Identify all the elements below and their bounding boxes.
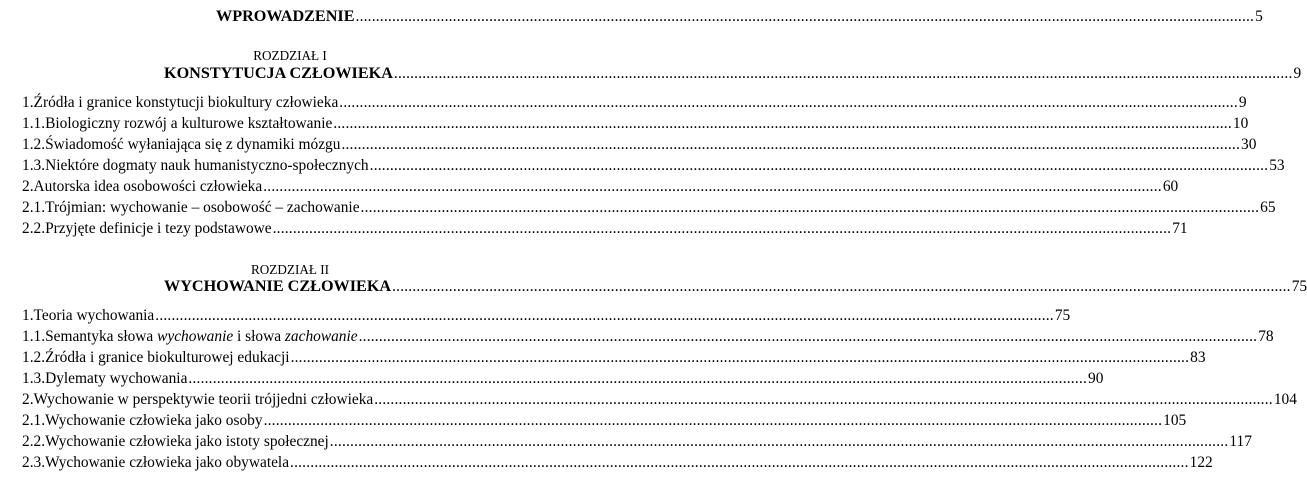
chapter-1-page: 9 [1293,65,1302,82]
toc-entry [22,453,1213,473]
entry-title: Źródła i granice biokulturowej edukacji [45,349,290,366]
entry-title-part: i słowa [233,328,285,345]
dot-leader: .............................................................................................................................................................................................................................. [358,328,1258,345]
entry-title: Autorska idea osobowości człowieka [33,178,263,195]
entry-page: 104 [1273,391,1297,408]
toc-entry [22,327,1274,347]
entry-number: 1. [22,307,34,324]
toc-entry [22,114,1249,134]
toc-intro [216,6,1263,27]
toc-entry [22,135,1257,155]
chapter-2-label: ROZDZIAŁ II [250,262,329,277]
chapter-1-title: KONSTYTUCJA CZŁOWIEKA [164,64,393,82]
dot-leader: .............................................................................................................................................................................................................................. [374,391,1273,408]
entry-title: Wychowanie człowieka jako obywatela [45,454,290,471]
intro-title: WPROWADZENIE [216,7,355,25]
dot-leader: .............................................................................................................................................................................................................................. [290,454,1189,471]
entry-title: Wychowanie w perspektywie teorii trójjedni człowieka [33,391,374,408]
entry-title: Przyjęte definicje i tezy podstawowe [45,220,272,237]
entry-page: 75 [1054,307,1071,324]
entry-title: Trójmian: wychowanie – osobowość – zachowanie [45,199,360,216]
entry-page: 90 [1088,370,1104,387]
entry-number: 2.2. [22,220,46,237]
entry-title: Wychowanie człowieka jako osoby [45,412,263,429]
entry-title-italic: zachowanie [284,328,358,345]
entry-number: 1.2. [22,136,46,153]
dot-leader: .............................................................................................................................................................................................................................. [392,278,1291,295]
chapter-2-heading [164,276,1307,297]
entry-number: 2.1. [22,199,46,216]
entry-page: 53 [1269,157,1285,174]
entry-title-italic: wychowanie [157,328,234,345]
entry-number: 1.3. [22,157,46,174]
entry-page: 83 [1190,349,1206,366]
dot-leader: .............................................................................................................................................................................................................................. [360,199,1260,216]
entry-title: Dylematy wychowania [45,370,188,387]
entry-page: 78 [1258,328,1274,345]
entry-title: Niektóre dogmaty nauk humanistyczno-społecznych [45,157,369,174]
entry-number: 2.2. [22,433,46,450]
chapter-2-page: 75 [1291,278,1307,295]
toc-entry [22,93,1247,113]
entry-page: 105 [1163,412,1187,429]
dot-leader: .............................................................................................................................................................................................................................. [329,433,1229,450]
entry-number: 1.2. [22,349,46,366]
entry-page: 71 [1172,220,1188,237]
toc-entry [22,411,1187,431]
dot-leader: .............................................................................................................................................................................................................................. [339,94,1238,111]
entry-number: 1.1. [22,115,46,132]
entry-title: Źródła i granice konstytucji biokultury człowieka [33,94,339,111]
entry-number: 2. [22,391,34,408]
entry-page: 10 [1232,115,1249,132]
toc-entry [22,369,1104,389]
entry-number: 2.1. [22,412,46,429]
intro-page: 5 [1255,8,1263,25]
dot-leader: .............................................................................................................................................................................................................................. [341,136,1241,153]
dot-leader: .............................................................................................................................................................................................................................. [272,220,1172,237]
entry-title-part: Semantyka słowa [45,328,158,345]
dot-leader: .............................................................................................................................................................................................................................. [188,370,1088,387]
entry-number: 1. [22,94,34,111]
toc-entry [22,432,1252,452]
toc-entry [22,348,1206,368]
entry-title: Świadomość wyłaniająca się z dynamiki mózgu [45,136,341,153]
chapter-1-label: ROZDZIAŁ I [253,48,327,63]
entry-page: 122 [1189,454,1213,471]
dot-leader: .............................................................................................................................................................................................................................. [263,178,1162,195]
entry-number: 2. [22,178,34,195]
toc-entry [22,156,1285,176]
dot-leader: .............................................................................................................................................................................................................................. [333,115,1232,132]
dot-leader: .............................................................................................................................................................................................................................. [263,412,1163,429]
entry-title [45,327,358,347]
chapter-2-title: WYCHOWANIE CZŁOWIEKA [164,277,392,295]
entry-title: Teoria wychowania [33,307,155,324]
entry-page: 9 [1238,94,1247,111]
entry-title: Wychowanie człowieka jako istoty społecznej [45,433,329,450]
dot-leader: .............................................................................................................................................................................................................................. [290,349,1190,366]
entry-page: 65 [1260,199,1276,216]
toc-entry [22,219,1188,239]
toc-entry [22,177,1179,197]
chapter-1-heading [164,63,1302,84]
entry-page: 117 [1229,433,1252,450]
entry-number: 1.3. [22,370,46,387]
entry-page: 60 [1162,178,1179,195]
toc-entry [22,390,1297,410]
dot-leader: .............................................................................................................................................................................................................................. [393,65,1293,82]
toc-entry [22,306,1071,326]
dot-leader: .............................................................................................................................................................................................................................. [155,307,1054,324]
entry-number: 1.1. [22,328,46,345]
entry-page: 30 [1241,136,1257,153]
entry-number: 2.3. [22,454,46,471]
dot-leader: .............................................................................................................................................................................................................................. [369,157,1269,174]
entry-title: Biologiczny rozwój a kulturowe kształtowanie [45,115,333,132]
toc-entry [22,198,1276,218]
dot-leader: .............................................................................................................................................................................................................................. [355,8,1255,25]
